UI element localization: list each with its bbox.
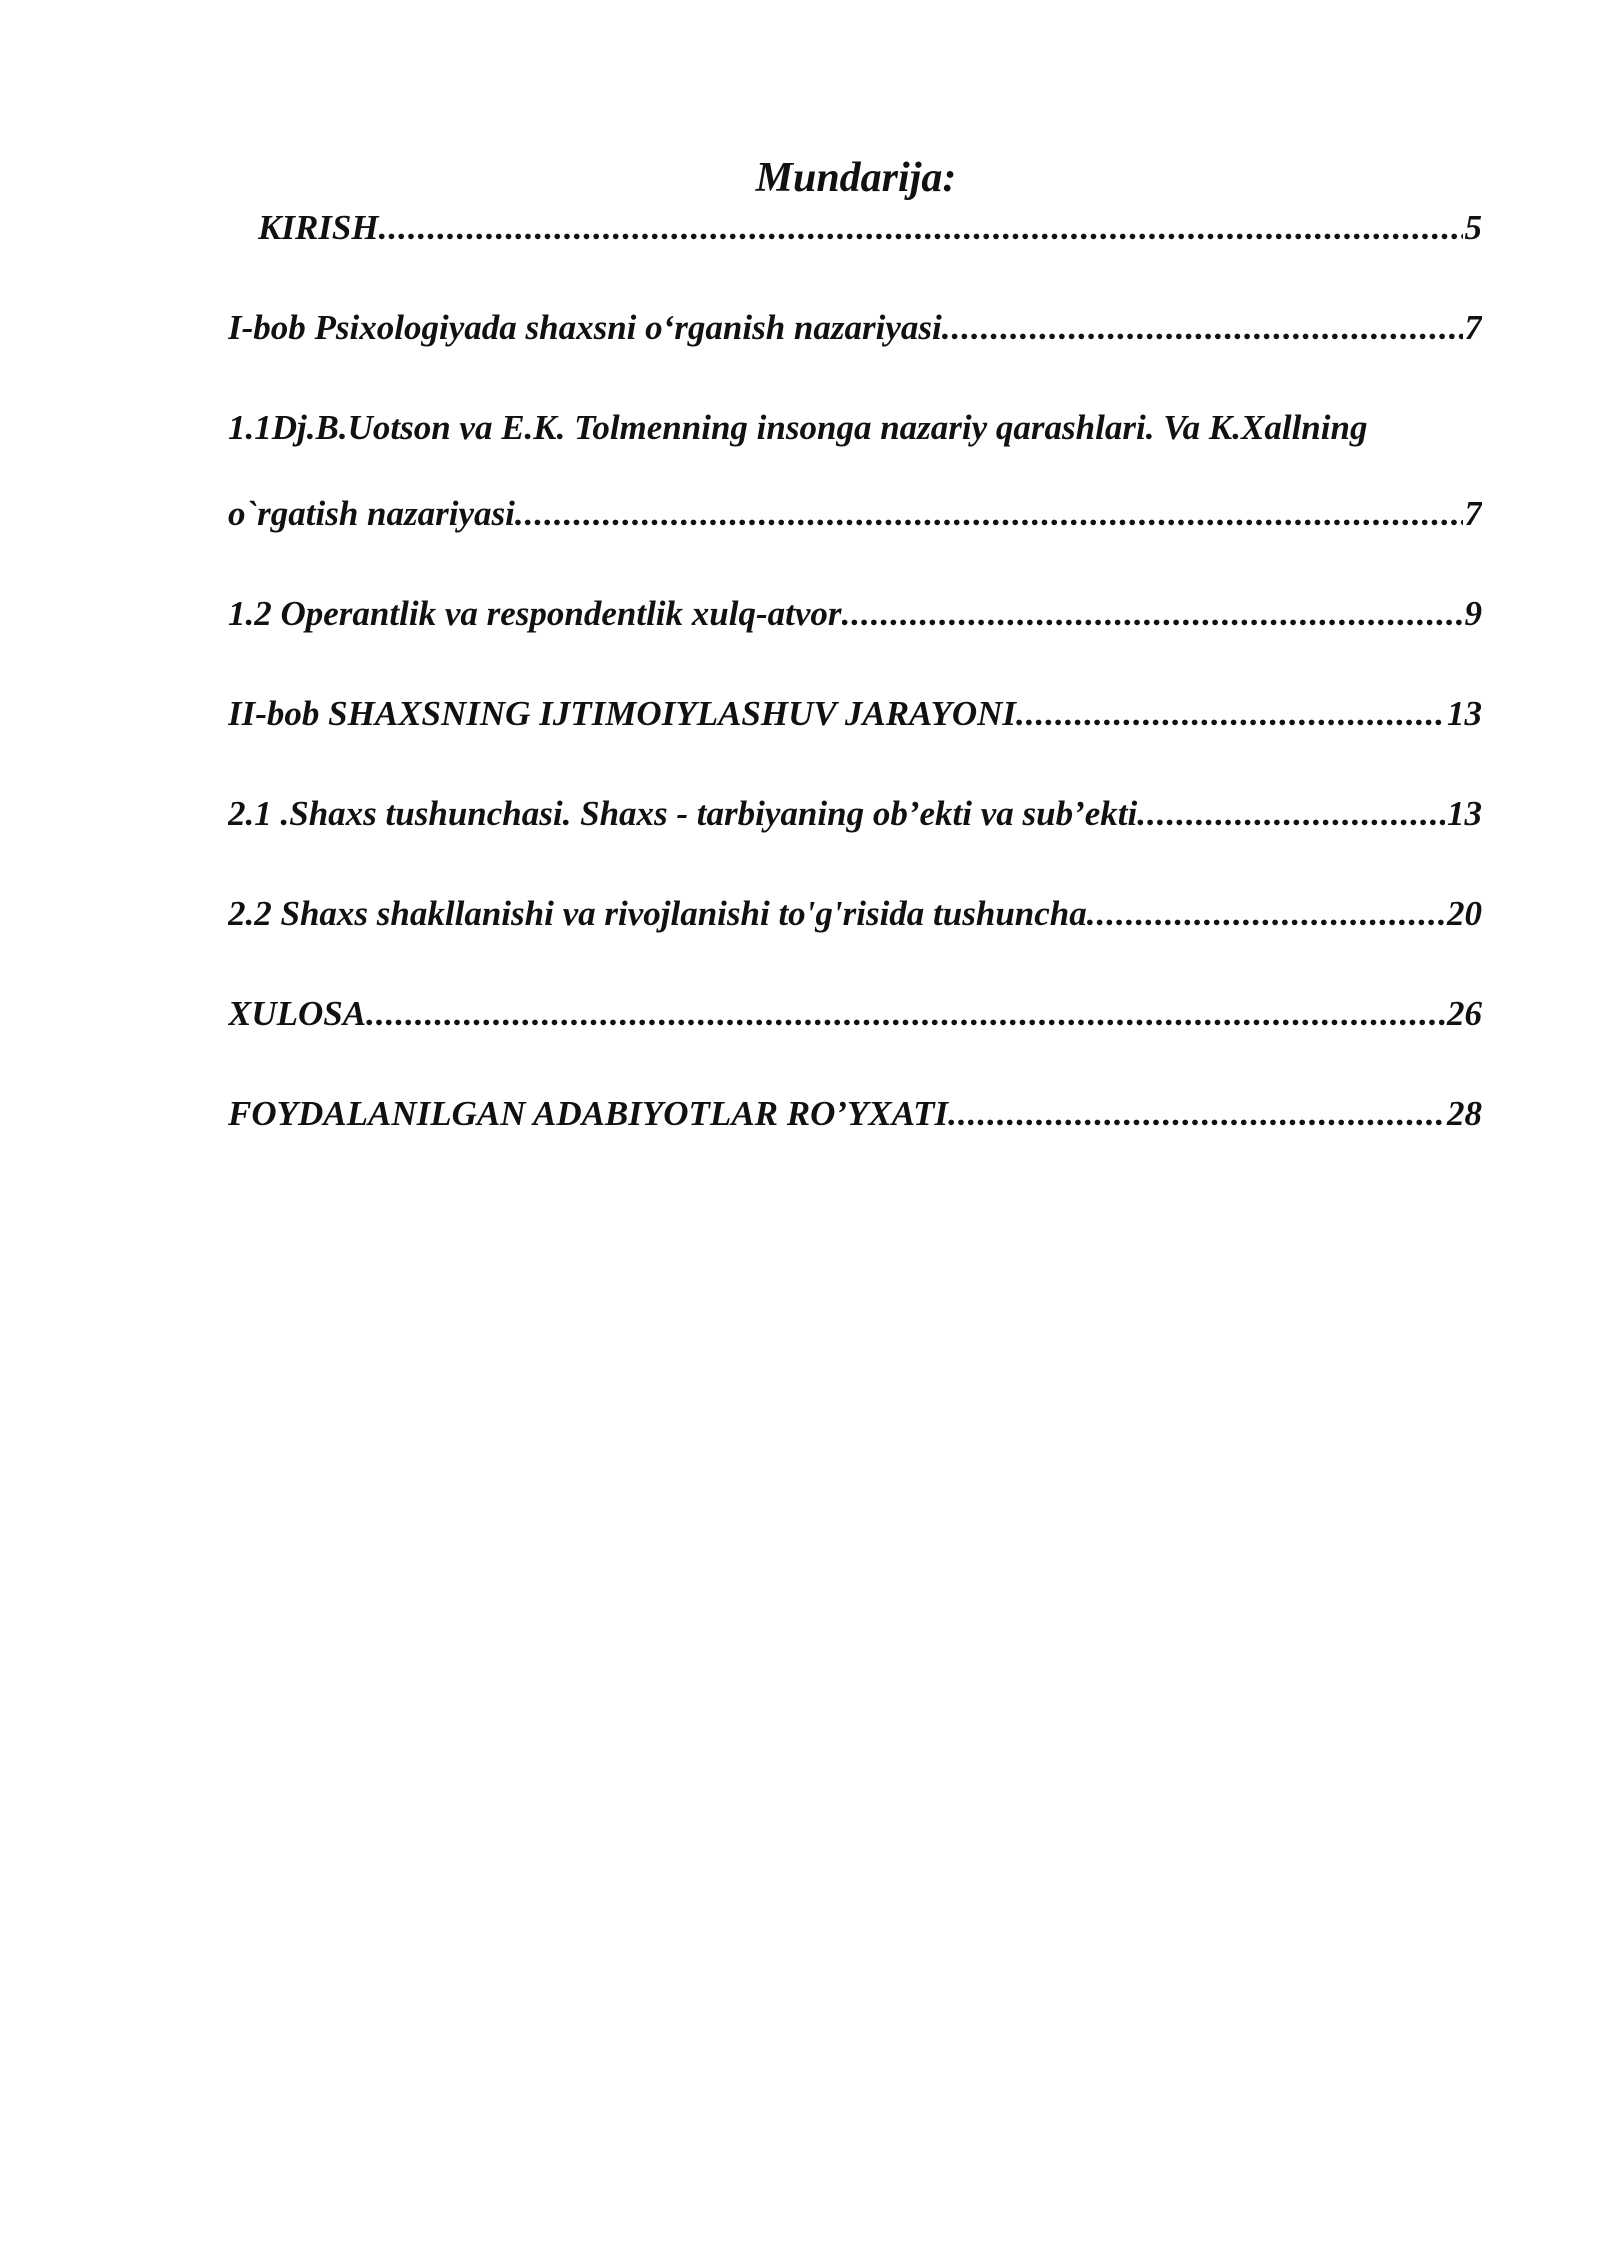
dot-leader bbox=[1137, 792, 1445, 836]
toc-entry-section-2-1[interactable] bbox=[228, 792, 1482, 836]
toc-entry-section-1-2[interactable] bbox=[228, 592, 1482, 636]
dot-leader bbox=[515, 492, 1463, 536]
toc-title: Mundarija: bbox=[755, 155, 957, 201]
toc-entry-page: 13 bbox=[1447, 794, 1482, 833]
toc-entry-page: 26 bbox=[1447, 994, 1482, 1033]
table-of-contents bbox=[228, 0, 1482, 1200]
dot-leader bbox=[948, 1092, 1445, 1136]
toc-entry-xulosa[interactable] bbox=[228, 992, 1482, 1036]
toc-entry-kirish[interactable] bbox=[258, 206, 1482, 250]
dot-leader bbox=[366, 992, 1445, 1036]
toc-entry-bibliography[interactable] bbox=[228, 1092, 1482, 1136]
toc-entry-label: 1.1Dj.B.Uotson va E.K. Tolmenning insonga nazariy qarashlari. Va K.Xallning bbox=[228, 408, 1368, 447]
toc-entry-label: KIRISH bbox=[258, 208, 379, 247]
dot-leader bbox=[1016, 692, 1445, 736]
toc-entry-page: 5 bbox=[1464, 208, 1482, 247]
dot-leader bbox=[842, 592, 1463, 636]
dot-leader bbox=[379, 206, 1463, 250]
toc-entry-label: XULOSA bbox=[228, 994, 367, 1033]
toc-entry-section-2-2[interactable] bbox=[228, 892, 1482, 936]
toc-entry-page: 9 bbox=[1464, 594, 1482, 633]
toc-entry-page: 13 bbox=[1447, 694, 1482, 733]
dot-leader bbox=[942, 306, 1463, 350]
toc-entry-page: 28 bbox=[1447, 1094, 1482, 1133]
toc-entry-label: FOYDALANILGAN ADABIYOTLAR RO’YXATI bbox=[228, 1094, 949, 1133]
toc-entry-page: 7 bbox=[1464, 308, 1482, 347]
toc-entry-label: 2.2 Shaxs shakllanishi va rivojlanishi to'g'risida tushuncha bbox=[228, 894, 1087, 933]
dot-leader bbox=[1087, 892, 1445, 936]
toc-entry-page: 7 bbox=[1464, 494, 1482, 533]
toc-entry-label: 2.1 .Shaxs tushunchasi. Shaxs - tarbiyaning ob’ekti va sub’ekti bbox=[228, 794, 1138, 833]
toc-entry-chapter-1[interactable] bbox=[228, 306, 1482, 350]
toc-entry-label: o`rgatish nazariyasi bbox=[228, 494, 515, 533]
toc-entry-chapter-2[interactable] bbox=[228, 692, 1482, 736]
toc-entry-label: I-bob Psixologiyada shaxsni o‘rganish nazariyasi bbox=[228, 308, 942, 347]
toc-entry-label: 1.2 Operantlik va respondentlik xulq-atvor bbox=[228, 594, 842, 633]
toc-entry-page: 20 bbox=[1447, 894, 1482, 933]
toc-entry-section-1-1-line-1[interactable] bbox=[228, 406, 1482, 450]
toc-entry-section-1-1-line-2[interactable] bbox=[228, 492, 1482, 536]
toc-entry-label: II-bob SHAXSNING IJTIMOIYLASHUV JARAYONI bbox=[228, 694, 1017, 733]
